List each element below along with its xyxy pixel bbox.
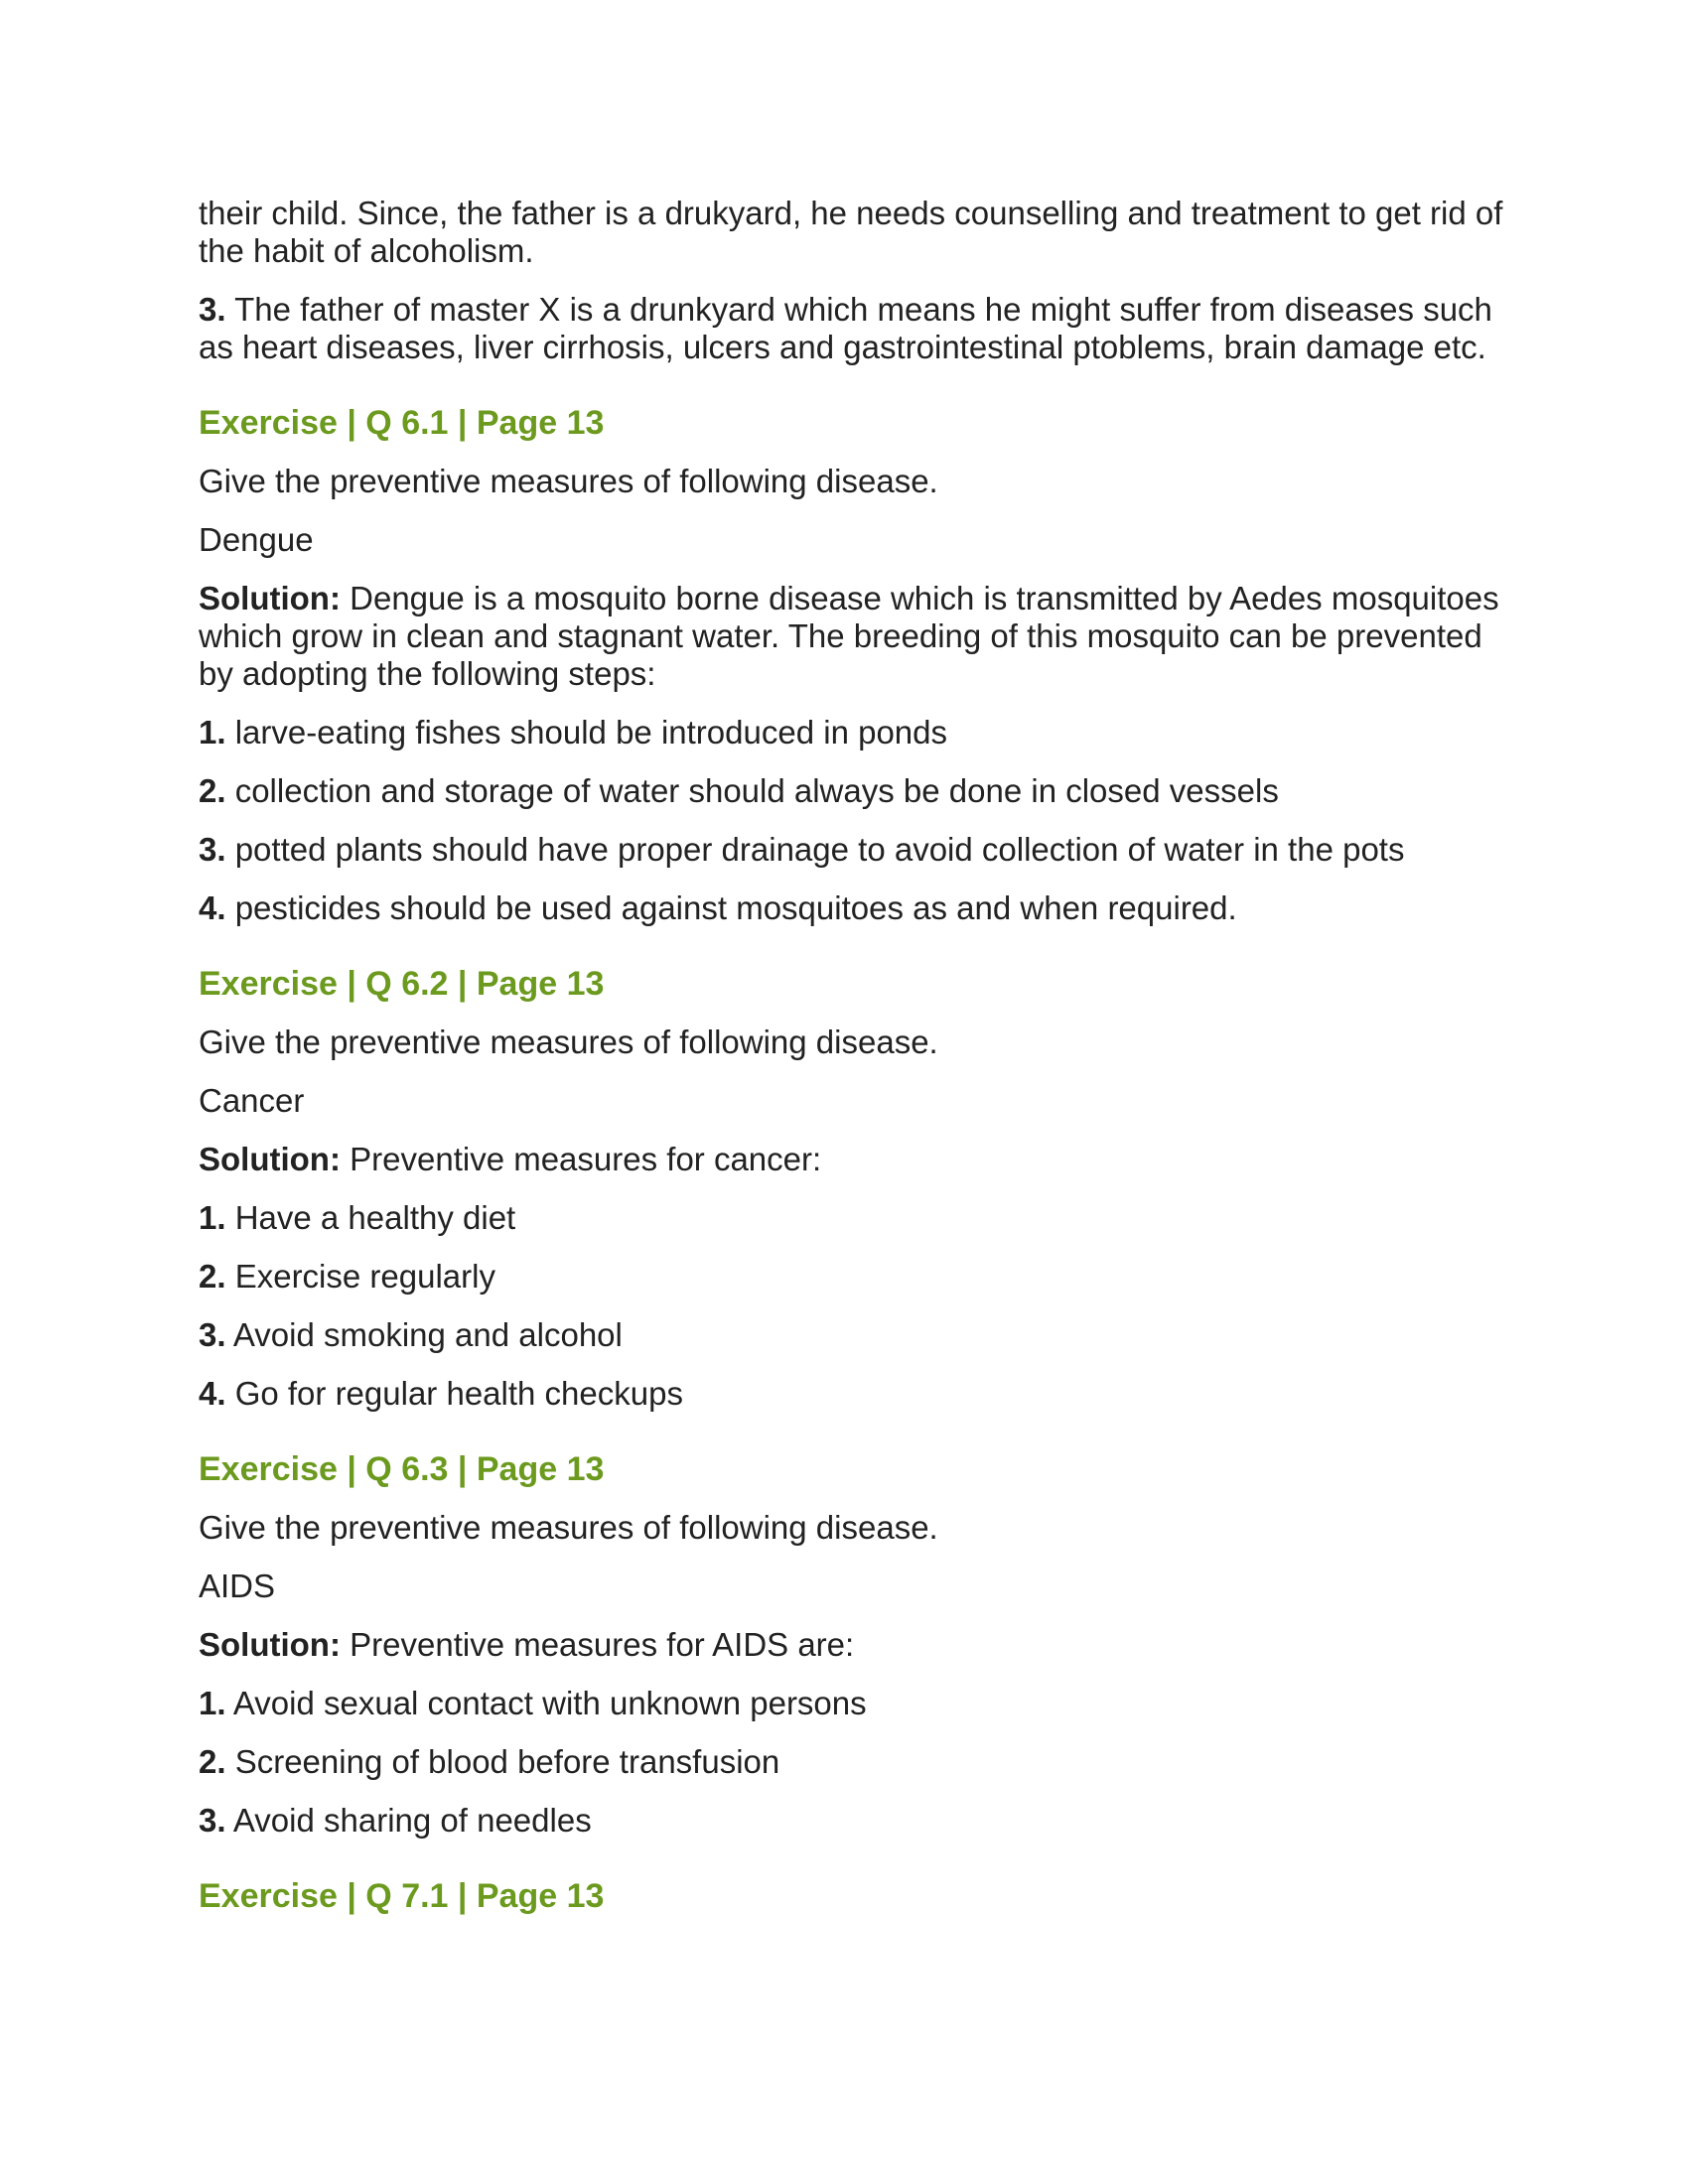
item-number: 2. <box>199 1258 226 1295</box>
list-item <box>199 1375 1509 1413</box>
item-text: larve-eating fishes should be introduced in ponds <box>225 714 947 751</box>
solution-text: Preventive measures for AIDS are: <box>340 1626 855 1663</box>
item-text: Avoid sexual contact with unknown persons <box>225 1685 867 1721</box>
item-number: 1. <box>199 1685 226 1721</box>
disease-name: Dengue <box>199 521 314 558</box>
solution-paragraph <box>199 580 1509 693</box>
solution-label: Solution: <box>199 1141 341 1177</box>
item-number: 1. <box>199 714 226 751</box>
exercise-section-dengue <box>199 403 1509 927</box>
item-number: 3. <box>199 831 226 868</box>
solution-label: Solution: <box>199 580 341 616</box>
item-number: 3. <box>199 1802 226 1839</box>
intro-continuation: their child. Since, the father is a drukyard, he needs counselling and treatment to get rid of the habit of alcoholism. <box>199 195 1503 269</box>
disease-name: Cancer <box>199 1082 305 1119</box>
solution-paragraph <box>199 1626 1509 1664</box>
exercise-section-aids <box>199 1449 1509 1840</box>
list-item <box>199 889 1509 927</box>
question-text: Give the preventive measures of following disease. <box>199 1509 938 1546</box>
list-item <box>199 1685 1509 1722</box>
item-number: 2. <box>199 1743 226 1780</box>
exercise-section-next <box>199 1876 1509 1916</box>
document-page <box>199 195 1509 1936</box>
item-number: 4. <box>199 889 226 926</box>
disease-name: AIDS <box>199 1568 276 1604</box>
solution-paragraph <box>199 1141 1509 1178</box>
list-item <box>199 1743 1509 1781</box>
item-number: 2. <box>199 772 226 809</box>
question-text: Give the preventive measures of following disease. <box>199 1024 938 1060</box>
solution-text: Dengue is a mosquito borne disease which is transmitted by Aedes mosquitoes which grow in clean and stagnant water. The breeding of this mosquito can be prevented by adopting the following steps: <box>199 580 1499 692</box>
list-item <box>199 1199 1509 1237</box>
item-text: Screening of blood before transfusion <box>225 1743 780 1780</box>
item-number: 3. <box>199 1316 226 1353</box>
list-item <box>199 1258 1509 1296</box>
list-item <box>199 1316 1509 1354</box>
item-text: Have a healthy diet <box>225 1199 516 1236</box>
item-text: collection and storage of water should always be done in closed vessels <box>225 772 1279 809</box>
item-text: Exercise regularly <box>225 1258 495 1295</box>
item-text: The father of master X is a drunkyard which means he might suffer from diseases such as heart diseases, liver cirrhosis, ulcers and gastrointestinal ptoblems, brain damage etc. <box>199 291 1492 365</box>
item-text: Avoid smoking and alcohol <box>225 1316 623 1353</box>
item-text: pesticides should be used against mosquitoes as and when required. <box>225 889 1237 926</box>
item-number: 4. <box>199 1375 226 1412</box>
list-item <box>199 714 1509 751</box>
exercise-heading: Exercise | Q 6.2 | Page 13 <box>199 965 605 1003</box>
solution-label: Solution: <box>199 1626 341 1663</box>
item-text: Avoid sharing of needles <box>225 1802 592 1839</box>
exercise-heading: Exercise | Q 6.1 | Page 13 <box>199 404 605 442</box>
exercise-heading: Exercise | Q 7.1 | Page 13 <box>199 1877 605 1915</box>
item-text: potted plants should have proper drainage to avoid collection of water in the pots <box>225 831 1405 868</box>
list-item <box>199 1802 1509 1840</box>
list-item <box>199 831 1509 869</box>
question-text: Give the preventive measures of following disease. <box>199 463 938 499</box>
item-number: 3. <box>199 291 226 328</box>
item-number: 1. <box>199 1199 226 1236</box>
intro-point-3 <box>199 291 1509 366</box>
solution-text: Preventive measures for cancer: <box>340 1141 822 1177</box>
exercise-heading: Exercise | Q 6.3 | Page 13 <box>199 1450 605 1488</box>
list-item <box>199 772 1509 810</box>
exercise-section-cancer <box>199 964 1509 1413</box>
item-text: Go for regular health checkups <box>225 1375 683 1412</box>
